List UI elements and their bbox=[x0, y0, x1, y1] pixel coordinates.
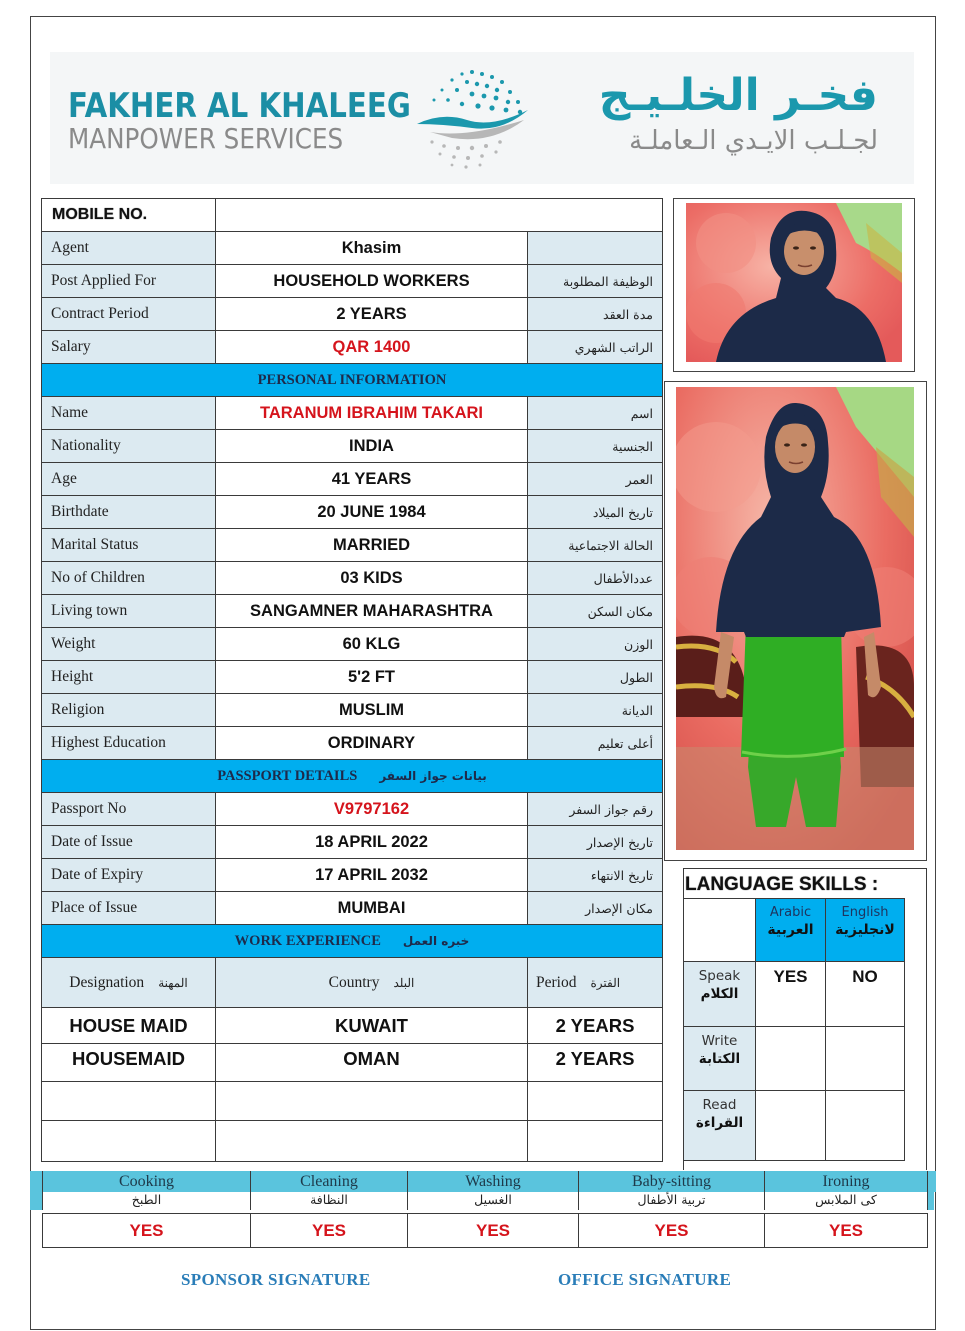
row-label-ar: الراتب الشهري bbox=[528, 331, 663, 364]
row-label: Nationality bbox=[42, 430, 216, 463]
sponsor-signature-label: SPONSOR SIGNATURE bbox=[181, 1270, 371, 1289]
language-col-arabic bbox=[756, 899, 826, 962]
row-value: MUSLIM bbox=[216, 694, 528, 727]
passport-number-value: V9797162 bbox=[216, 793, 528, 826]
row-label: Date of Issue bbox=[42, 826, 216, 859]
row-label: Post Applied For bbox=[42, 265, 216, 298]
row-label: Agent bbox=[42, 232, 216, 265]
applicant-info-table bbox=[41, 198, 663, 1162]
header-ar: البلد bbox=[393, 975, 415, 990]
skills-band-edge-left bbox=[30, 1192, 42, 1210]
skill-washing-value: YES bbox=[408, 1214, 579, 1248]
row-label: Contract Period bbox=[42, 298, 216, 331]
info-row-agent bbox=[42, 232, 663, 265]
designation-cell: HOUSE MAID bbox=[42, 1008, 216, 1044]
row-value: 18 APRIL 2022 bbox=[216, 826, 528, 859]
skills-ar-row bbox=[43, 1192, 928, 1210]
section-passport-details bbox=[42, 760, 663, 793]
skill-en: Read bbox=[702, 1097, 737, 1113]
full-body-photo bbox=[676, 387, 914, 850]
info-row-contract bbox=[42, 298, 663, 331]
passport-row-issue-date bbox=[42, 826, 663, 859]
skill-cleaning-label: Cleaning bbox=[251, 1171, 408, 1192]
designation-cell bbox=[42, 1121, 216, 1162]
row-label-ar: الجنسية bbox=[528, 430, 663, 463]
row-value: 41 YEARS bbox=[216, 463, 528, 496]
country-cell bbox=[216, 1082, 528, 1121]
row-label: Height bbox=[42, 661, 216, 694]
row-value: ORDINARY bbox=[216, 727, 528, 760]
passport-row-place bbox=[42, 892, 663, 925]
section-title: PERSONAL INFORMATION bbox=[42, 364, 663, 397]
row-label: Salary bbox=[42, 331, 216, 364]
country-cell: KUWAIT bbox=[216, 1008, 528, 1044]
row-value: SANGAMNER MAHARASHTRA bbox=[216, 595, 528, 628]
row-label: Highest Education bbox=[42, 727, 216, 760]
row-label-ar bbox=[528, 232, 663, 265]
row-value: MUMBAI bbox=[216, 892, 528, 925]
section-title-en: PASSPORT DETAILS bbox=[217, 767, 358, 784]
language-row-speak bbox=[684, 962, 905, 1027]
row-label-ar: اسم bbox=[528, 397, 663, 430]
row-label-ar: تاريخ الانتهاء bbox=[528, 859, 663, 892]
row-label: Date of Expiry bbox=[42, 859, 216, 892]
row-label-ar: الوزن bbox=[528, 628, 663, 661]
work-row bbox=[42, 1008, 663, 1044]
section-title bbox=[42, 925, 663, 958]
header-en: Country bbox=[328, 973, 380, 991]
skill-cleaning-value: YES bbox=[251, 1214, 408, 1248]
designation-cell: HOUSEMAID bbox=[42, 1044, 216, 1082]
row-value: INDIA bbox=[216, 430, 528, 463]
section-title-ar: بيانات جواز السفر bbox=[379, 768, 487, 783]
skill-ironing-label: Ironing bbox=[765, 1171, 928, 1192]
skills-en-row bbox=[43, 1171, 928, 1192]
row-label-ar: مدة العقد bbox=[528, 298, 663, 331]
mobile-row bbox=[42, 199, 663, 232]
english-value bbox=[826, 1027, 905, 1091]
row-label-ar: عددالأطفال bbox=[528, 562, 663, 595]
skill-babysitting-value: YES bbox=[579, 1214, 765, 1248]
skill-en: Speak bbox=[698, 968, 741, 984]
row-value: 60 KLG bbox=[216, 628, 528, 661]
row-label: Marital Status bbox=[42, 529, 216, 562]
work-row bbox=[42, 1121, 663, 1162]
company-name-en: FAKHER AL KHALEEG bbox=[68, 86, 411, 126]
section-title bbox=[42, 760, 663, 793]
personal-row-education bbox=[42, 727, 663, 760]
portrait-photo bbox=[686, 203, 902, 362]
company-tagline-en: MANPOWER SERVICES bbox=[68, 122, 344, 155]
col-en: Arabic bbox=[769, 905, 812, 920]
skill-ironing-value: YES bbox=[765, 1214, 928, 1248]
passport-row-expiry-date bbox=[42, 859, 663, 892]
skill-babysitting-label-ar: تربية الأطفال bbox=[579, 1192, 765, 1210]
col-en: English bbox=[841, 905, 889, 920]
arabic-value: YES bbox=[756, 962, 826, 1027]
arabic-value bbox=[756, 1027, 826, 1091]
period-cell: 2 YEARS bbox=[528, 1044, 663, 1082]
english-value bbox=[826, 1091, 905, 1161]
row-value: 20 JUNE 1984 bbox=[216, 496, 528, 529]
header-en: Period bbox=[536, 973, 577, 991]
skill-label bbox=[684, 1091, 756, 1161]
row-value: HOUSEHOLD WORKERS bbox=[216, 265, 528, 298]
row-label-ar: العمر bbox=[528, 463, 663, 496]
row-label-ar: تاريخ الإصدار bbox=[528, 826, 663, 859]
skill-washing-label-ar: الغسيل bbox=[408, 1192, 579, 1210]
language-row-write bbox=[684, 1027, 905, 1091]
info-row-post bbox=[42, 265, 663, 298]
arabic-value bbox=[756, 1091, 826, 1161]
passport-row-number bbox=[42, 793, 663, 826]
language-skills-title: LANGUAGE SKILLS : bbox=[685, 874, 879, 895]
row-label: Weight bbox=[42, 628, 216, 661]
row-label-ar: رقم جواز السفر bbox=[528, 793, 663, 826]
skill-babysitting-label: Baby-sitting bbox=[579, 1171, 765, 1192]
office-signature-label: OFFICE SIGNATURE bbox=[558, 1270, 732, 1289]
row-label-ar: مكان الإصدار bbox=[528, 892, 663, 925]
language-header-row bbox=[684, 899, 905, 962]
designation-cell bbox=[42, 1082, 216, 1121]
header-en: Designation bbox=[69, 973, 145, 991]
work-row bbox=[42, 1044, 663, 1082]
household-skills-values bbox=[42, 1213, 928, 1248]
row-label-ar: تاريخ الميلاد bbox=[528, 496, 663, 529]
skill-ironing-label-ar: كى الملابس bbox=[765, 1192, 928, 1210]
section-title-ar: خبره العمل bbox=[402, 933, 470, 948]
country-cell: OMAN bbox=[216, 1044, 528, 1082]
name-value: TARANUM IBRAHIM TAKARI bbox=[216, 397, 528, 430]
row-label-ar: مكان السكن bbox=[528, 595, 663, 628]
row-value: 17 APRIL 2032 bbox=[216, 859, 528, 892]
company-tagline-ar: لجـلـب الايـدي الـعاملـة bbox=[629, 126, 878, 156]
info-row-salary bbox=[42, 331, 663, 364]
personal-row-marital-status bbox=[42, 529, 663, 562]
row-value: 2 YEARS bbox=[216, 298, 528, 331]
row-label-ar: أعلى تعليم bbox=[528, 727, 663, 760]
empty-corner-cell bbox=[684, 899, 756, 962]
skill-cooking-label: Cooking bbox=[43, 1171, 251, 1192]
row-label: Birthdate bbox=[42, 496, 216, 529]
row-value: 5'2 FT bbox=[216, 661, 528, 694]
skill-cooking-label-ar: الطبخ bbox=[43, 1192, 251, 1210]
row-label: No of Children bbox=[42, 562, 216, 595]
header-period bbox=[528, 958, 663, 1008]
section-work-experience bbox=[42, 925, 663, 958]
header-ar: الفترة bbox=[590, 975, 621, 990]
header-country bbox=[216, 958, 528, 1008]
row-label: Name bbox=[42, 397, 216, 430]
period-cell: 2 YEARS bbox=[528, 1008, 663, 1044]
row-label-ar: الديانة bbox=[528, 694, 663, 727]
skill-cooking-value: YES bbox=[43, 1214, 251, 1248]
personal-row-living-town bbox=[42, 595, 663, 628]
language-skills-table bbox=[683, 898, 905, 1161]
personal-row-children bbox=[42, 562, 663, 595]
row-label: Passport No bbox=[42, 793, 216, 826]
language-col-english bbox=[826, 899, 905, 962]
row-label: Religion bbox=[42, 694, 216, 727]
skill-cleaning-label-ar: النظافة bbox=[251, 1192, 408, 1210]
skill-ar: الكلام bbox=[700, 986, 739, 1002]
row-label-ar: الوظيفة المطلوبة bbox=[528, 265, 663, 298]
row-value: Khasim bbox=[216, 232, 528, 265]
dotted-wave-emblem-icon bbox=[412, 62, 532, 172]
row-value: 03 KIDS bbox=[216, 562, 528, 595]
section-title-en: WORK EXPERIENCE bbox=[234, 932, 381, 949]
row-label: Age bbox=[42, 463, 216, 496]
household-skills-header bbox=[42, 1171, 928, 1210]
personal-row-age bbox=[42, 463, 663, 496]
mobile-label: MOBILE NO. bbox=[42, 199, 216, 232]
work-header-row bbox=[42, 958, 663, 1008]
skills-value-row bbox=[43, 1214, 928, 1248]
skill-ar: الكتابة bbox=[698, 1051, 741, 1067]
skill-ar: القراءة bbox=[695, 1115, 744, 1131]
personal-row-name bbox=[42, 397, 663, 430]
english-value: NO bbox=[826, 962, 905, 1027]
header-designation bbox=[42, 958, 216, 1008]
period-cell bbox=[528, 1121, 663, 1162]
personal-row-nationality bbox=[42, 430, 663, 463]
skill-en: Write bbox=[701, 1033, 738, 1049]
header-ar: المهنة bbox=[158, 975, 188, 990]
col-ar: العربية bbox=[767, 922, 814, 938]
skill-label bbox=[684, 962, 756, 1027]
personal-row-weight bbox=[42, 628, 663, 661]
skill-label bbox=[684, 1027, 756, 1091]
work-row bbox=[42, 1082, 663, 1121]
section-personal-information bbox=[42, 364, 663, 397]
skill-washing-label: Washing bbox=[408, 1171, 579, 1192]
row-value: MARRIED bbox=[216, 529, 528, 562]
mobile-value bbox=[216, 199, 663, 232]
company-name-ar: فخـر الخلـيـج bbox=[598, 70, 878, 121]
period-cell bbox=[528, 1082, 663, 1121]
row-label: Living town bbox=[42, 595, 216, 628]
language-row-read bbox=[684, 1091, 905, 1161]
col-ar: لانجليزية bbox=[835, 922, 895, 938]
salary-value: QAR 1400 bbox=[216, 331, 528, 364]
row-label-ar: الطول bbox=[528, 661, 663, 694]
personal-row-height bbox=[42, 661, 663, 694]
row-label: Place of Issue bbox=[42, 892, 216, 925]
row-label-ar: الحالة الاجتماعية bbox=[528, 529, 663, 562]
personal-row-religion bbox=[42, 694, 663, 727]
personal-row-birthdate bbox=[42, 496, 663, 529]
country-cell bbox=[216, 1121, 528, 1162]
